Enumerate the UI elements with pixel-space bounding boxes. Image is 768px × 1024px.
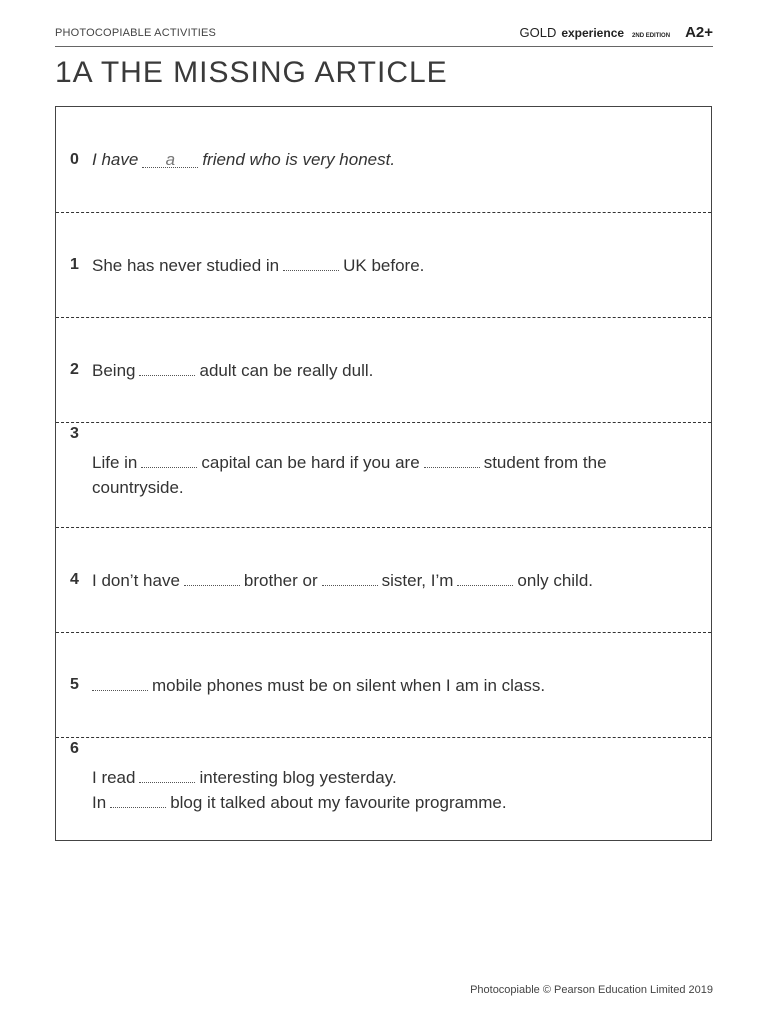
item-number: 1	[70, 256, 79, 273]
answer-blank[interactable]	[184, 571, 240, 586]
answer-blank[interactable]	[424, 453, 480, 468]
exercise-item-1	[56, 213, 711, 317]
text-segment: friend who is very honest.	[202, 150, 396, 169]
item-text	[92, 147, 395, 172]
text-segment: adult can be really dull.	[199, 360, 374, 380]
header-section-label: PHOTOCOPIABLE ACTIVITIES	[55, 27, 217, 39]
answer-blank: a	[142, 153, 198, 168]
text-segment: She has never studied in	[92, 255, 280, 275]
text-segment: Life in	[92, 453, 138, 472]
page-title: 1A THE MISSING ARTICLE	[55, 56, 448, 89]
text-segment: UK before.	[343, 255, 425, 275]
exercise-item-5	[56, 633, 711, 737]
answer-blank[interactable]	[139, 361, 195, 376]
item-text	[92, 450, 607, 500]
exercise-box	[55, 106, 712, 841]
answer-blank[interactable]	[141, 453, 197, 468]
item-text	[92, 253, 424, 278]
item-number: 3	[70, 425, 79, 442]
brand-edition: 2ND EDITION	[632, 33, 671, 39]
item-text	[92, 358, 373, 383]
answer-blank[interactable]	[110, 793, 166, 808]
header-divider	[55, 46, 713, 47]
item-number: 6	[70, 740, 79, 757]
text-segment: I have	[92, 150, 139, 169]
text-segment: brother or	[243, 570, 318, 590]
brand-header	[519, 24, 713, 41]
item-number: 0	[70, 150, 79, 168]
exercise-item-0	[56, 107, 711, 212]
item-number: 5	[70, 676, 79, 693]
answer-blank[interactable]	[92, 676, 148, 691]
text-segment: only child.	[517, 570, 594, 590]
text-segment: interesting blog yesterday.	[199, 767, 397, 787]
item-number: 2	[70, 361, 79, 378]
answer-blank[interactable]	[283, 256, 339, 271]
answer-blank[interactable]	[322, 571, 378, 586]
text-segment: I don’t have	[92, 570, 180, 590]
item-text	[92, 673, 545, 698]
text-segment: countryside.	[92, 478, 184, 497]
item-text	[92, 765, 507, 815]
text-segment: blog it talked about my favourite programme.	[170, 792, 507, 812]
item-number: 4	[70, 571, 79, 588]
text-segment: In	[92, 792, 107, 812]
level-badge: A2+	[685, 24, 713, 41]
text-segment: Being	[92, 360, 136, 380]
exercise-item-6	[56, 738, 711, 841]
brand-gold: GOLD	[519, 25, 557, 40]
answer-blank[interactable]	[139, 768, 195, 783]
answer-blank[interactable]	[457, 571, 513, 586]
text-segment: capital can be hard if you are	[201, 453, 420, 472]
item-text	[92, 568, 593, 593]
brand-experience: experience	[561, 26, 625, 40]
copyright-footer: Photocopiable © Pearson Education Limited 2019	[470, 984, 713, 996]
exercise-item-2	[56, 318, 711, 422]
text-segment: I read	[92, 767, 136, 787]
text-segment: student from the	[483, 453, 607, 472]
exercise-item-4	[56, 528, 711, 632]
text-segment: mobile phones must be on silent when I am in class.	[152, 675, 546, 695]
exercise-item-3	[56, 423, 711, 527]
text-segment: sister, I’m	[381, 570, 454, 590]
